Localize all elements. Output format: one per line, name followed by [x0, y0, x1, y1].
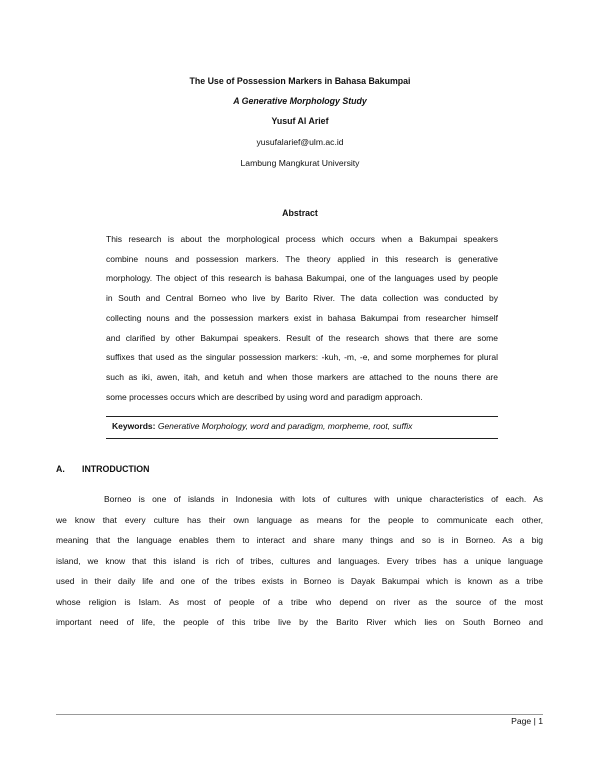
- intro-line: used in their daily life and one of the tribes exists in Borneo is Dayak Bakumpai which is known as a tribe: [56, 576, 543, 586]
- abstract-line: suffixes that used as the singular possession markers: -kuh, -m, -e, and some morphemes for plural: [106, 352, 498, 363]
- section-title: INTRODUCTION: [82, 464, 150, 474]
- section-heading-introduction: [56, 464, 149, 474]
- abstract-line: some processes occurs which are described by using word and paradigm approach.: [106, 391, 423, 402]
- keywords-box: [106, 416, 498, 439]
- paper-subtitle: A Generative Morphology Study: [233, 96, 367, 106]
- intro-line: we know that every culture has their own language as means for the people to communicate each other,: [56, 514, 543, 525]
- paper-title: The Use of Possession Markers in Bahasa Bakumpai: [189, 76, 411, 86]
- introduction-body: [56, 489, 543, 633]
- author-email: yusufalarief@ulm.ac.id: [256, 137, 344, 147]
- intro-line: whose religion is Islam. As most of people of a tribe who depend on river as the source of the most: [56, 596, 543, 607]
- intro-line: Borneo is one of islands in Indonesia with lots of cultures with unique characteristics of each. As: [104, 494, 543, 504]
- keywords-label: Keywords:: [112, 421, 156, 431]
- keywords: [112, 421, 412, 431]
- keywords-text: Generative Morphology, word and paradigm, morpheme, root, suffix: [157, 421, 413, 431]
- abstract-line: collecting nouns and the possession markers exist in bahasa Bakumpai from researcher himself: [106, 312, 498, 323]
- intro-line: island, we know that this island is rich of tribes, cultures and languages. Every tribes has a unique language: [56, 555, 543, 566]
- intro-line: important need of life, the people of this tribe live by the Barito River which lies on South Borneo and: [56, 617, 543, 627]
- abstract-heading: Abstract: [282, 208, 318, 218]
- page-number: Page | 1: [511, 716, 543, 726]
- abstract-line: This research is about the morphological process which occurs when a Bakumpai speakers: [106, 234, 498, 244]
- footer-divider: [56, 714, 543, 715]
- abstract-line: such as iki, awen, itah, and ketuh and when those markers are attached to the nouns there are: [106, 371, 498, 382]
- abstract-line: morphology. The object of this research is bahasa Bakumpai, one of the languages used by people: [106, 273, 498, 284]
- author-affiliation: Lambung Mangkurat University: [240, 158, 360, 168]
- intro-line: meaning that the language enables them to interact and share many things and so is in Borneo. As a big: [56, 535, 543, 545]
- abstract-line: combine nouns and possession markers. The theory applied in this research is generative: [106, 253, 498, 264]
- abstract-body: [106, 230, 498, 407]
- abstract-line: in South and Central Borneo who live by Barito River. The data collection was conducted by: [106, 293, 498, 304]
- author-name: Yusuf Al Arief: [271, 116, 329, 126]
- section-number: A.: [56, 464, 65, 474]
- abstract-line: and clarified by other Bakumpai speakers. Result of the research shows that there are some: [106, 332, 498, 343]
